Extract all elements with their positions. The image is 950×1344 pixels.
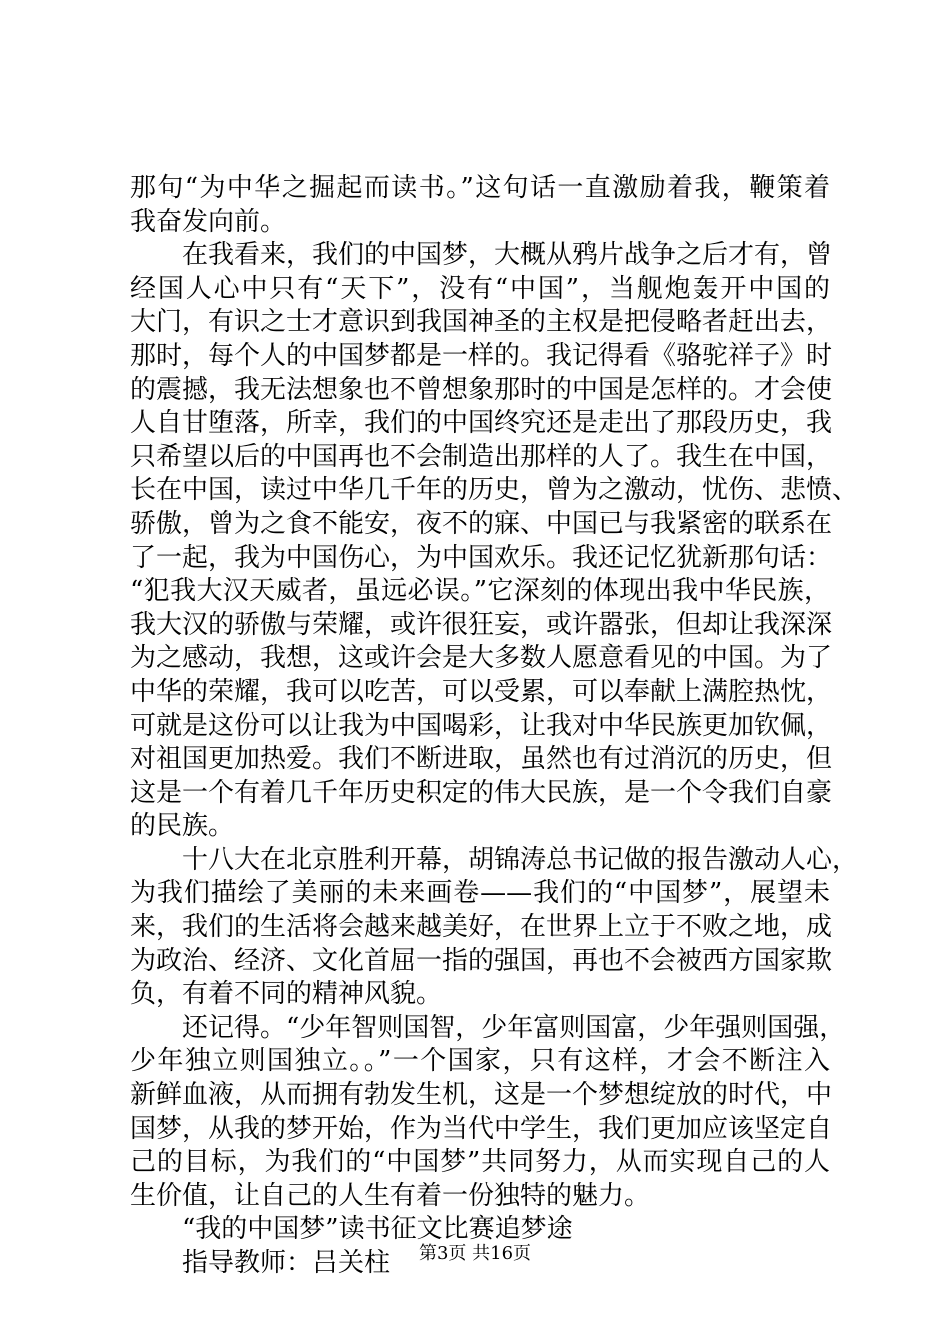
text-line: 可就是这份可以让我为中国喝彩，让我对中华民族更加钦佩，	[130, 710, 833, 741]
text-line: “我的中国梦”读书征文比赛追梦途	[130, 1214, 573, 1245]
text-line: 少年独立则国独立。。”一个国家，只有这样，才会不断注入	[130, 1046, 830, 1077]
document-body	[130, 172, 859, 1281]
text-line: 这是一个有着几千年历史积定的伟大民族，是一个令我们自豪	[130, 777, 833, 808]
text-line: 的民族。	[130, 811, 235, 842]
text-line: 指导教师：吕关柱	[130, 1248, 391, 1278]
text-line: 生价值，让自己的人生有着一份独特的魅力。	[130, 1180, 651, 1211]
text-line: 十八大在北京胜利开幕，胡锦涛总书记做的报告激动人心，	[130, 844, 859, 875]
text-line: 经国人心中只有“天下”，没有“中国”，当舰炮轰开中国的	[130, 273, 830, 304]
text-line: 来，我们的生活将会越来越美好，在世界上立于不败之地，成	[130, 912, 833, 943]
text-line: 的震撼，我无法想象也不曾想象那时的中国是怎样的。才会使	[130, 374, 833, 405]
text-line: 国梦，从我的梦开始，作为当代中学生，我们更加应该坚定自	[130, 1113, 833, 1144]
text-line: 在我看来，我们的中国梦，大概从鸦片战争之后才有，曾	[130, 240, 833, 271]
text-line: 为之感动，我想，这或许会是大多数人愿意看见的中国。为了	[130, 643, 833, 674]
text-line: 新鲜血液，从而拥有勃发生机，这是一个梦想绽放的时代，中	[130, 1080, 833, 1111]
text-line: 为政治、经济、文化首屈一指的强国，再也不会被西方国家欺	[130, 945, 833, 976]
text-line: 还记得。“少年智则国智，少年富则国富，少年强则国强，	[130, 1012, 846, 1043]
text-line: 了一起，我为中国伤心，为中国欢乐。我还记忆犹新那句话：	[130, 542, 833, 573]
text-line: 那句“为中华之掘起而读书。”这句话一直激励着我，鞭策着	[130, 173, 830, 203]
text-line: 我大汉的骄傲与荣耀，或许很狂妄，或许嚣张，但却让我深深	[130, 609, 833, 640]
text-line: 那时，每个人的中国梦都是一样的。我记得看《骆驼祥子》时	[130, 340, 833, 371]
text-line: 长在中国，读过中华几千年的历史，曾为之激动，忧伤、悲愤、	[130, 475, 859, 506]
text-line: 人自甘堕落，所幸，我们的中国终究还是走出了那段历史，我	[130, 408, 833, 439]
text-line: 为我们描绘了美丽的未来画卷——我们的“中国梦”，展望未	[130, 878, 830, 909]
text-line: 对祖国更加热爱。我们不断进取，虽然也有过消沉的历史，但	[130, 744, 833, 775]
text-line: 骄傲，曾为之食不能安，夜不的寐、中国已与我紧密的联系在	[130, 508, 833, 539]
text-line: 只希望以后的中国再也不会制造出那样的人了。我生在中国，	[130, 441, 833, 472]
text-line: 己的目标，为我们的“中国梦”共同努力，从而实现自己的人	[130, 1147, 830, 1178]
text-line: 负，有着不同的精神风貌。	[130, 979, 443, 1010]
text-line: “犯我大汉天威者，虽远必误。”它深刻的体现出我中华民族，	[130, 576, 830, 607]
text-line: 大门，有识之士才意识到我国神圣的主权是把侵略者赶出去，	[130, 307, 833, 338]
text-line: 我奋发向前。	[130, 206, 287, 237]
page-footer: 第3页 共16页	[418, 1243, 532, 1264]
text-line: 中华的荣耀，我可以吃苦，可以受累，可以奉献上满腔热忱，	[130, 676, 833, 707]
